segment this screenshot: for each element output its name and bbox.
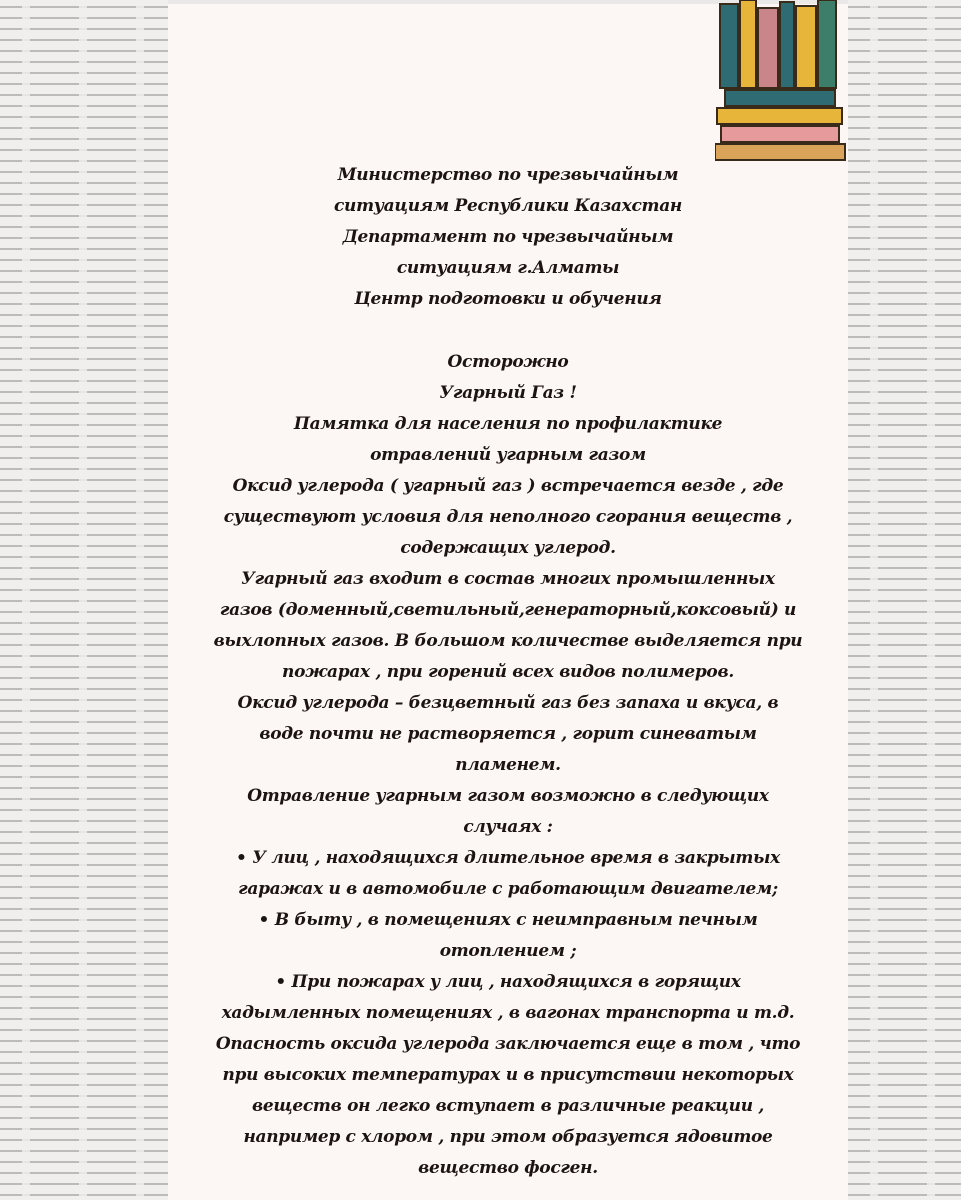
body-line: вещество фосген.: [418, 1158, 598, 1178]
body-line: газов (доменный,светильный,генераторный,коксовый) и: [219, 600, 797, 620]
body-line: Памятка для населения по профилактике: [293, 414, 723, 434]
body-line: • В быту , в помещениях с неимправным печным: [258, 910, 758, 930]
body-line: отоплением ;: [439, 941, 577, 961]
body-line: случаях :: [463, 817, 553, 837]
header-line: ситуациям г.Алматы: [396, 258, 620, 278]
body-line: например с хлором , при этом образуется ядовитое: [243, 1127, 773, 1147]
body-line: отравлений угарным газом: [370, 445, 646, 465]
background-text-left: [0, 0, 168, 1200]
title-line: Осторожно: [447, 352, 569, 372]
body-line: выхлопных газов. В большом количестве выделяется при: [213, 631, 803, 651]
background-text-right: [848, 0, 961, 1200]
body-line: пожарах , при горений всех видов полимеров.: [282, 662, 734, 682]
body-line: хадымленных помещениях , в вагонах транспорта и т.д.: [221, 1003, 795, 1023]
body-line: Отравление угарным газом возможно в следующих: [247, 786, 769, 806]
body-line: Оксид углерода – безцветный газ без запаха и вкуса, в: [237, 693, 779, 713]
title-line: Угарный Газ !: [439, 383, 577, 403]
memo-text: [168, 160, 848, 1184]
body-line: Оксид углерода ( угарный газ ) встречается везде , где: [232, 476, 784, 496]
header-line: Департамент по чрезвычайным: [342, 227, 674, 247]
body-line: существуют условия для неполного сгорания веществ ,: [223, 507, 793, 527]
body-line: • У лиц , находящихся длительное время в закрытых: [236, 848, 780, 868]
body-line: пламенем.: [455, 755, 561, 775]
body-line: при высоких температурах и в присутствии некоторых: [222, 1065, 794, 1085]
body-line: Опасность оксида углерода заключается еще в том , что: [215, 1034, 801, 1054]
header-line: Центр подготовки и обучения: [354, 289, 662, 309]
body-line: веществ он легко вступает в различные реакции ,: [251, 1096, 765, 1116]
body-line: Угарный газ входит в состав многих промышленных: [241, 569, 775, 589]
body-line: содержащих углерод.: [400, 538, 616, 558]
body-line: • При пожарах у лиц , находящихся в горящих: [275, 972, 741, 992]
header-line: Министерство по чрезвычайным: [337, 165, 679, 185]
body-line: гаражах и в автомобиле с работающим двигателем;: [238, 879, 778, 899]
body-line: воде почти не растворяется , горит синеватым: [259, 724, 757, 744]
books-illustration-icon: [715, 0, 850, 162]
header-line: ситуациям Республики Казахстан: [333, 196, 683, 216]
